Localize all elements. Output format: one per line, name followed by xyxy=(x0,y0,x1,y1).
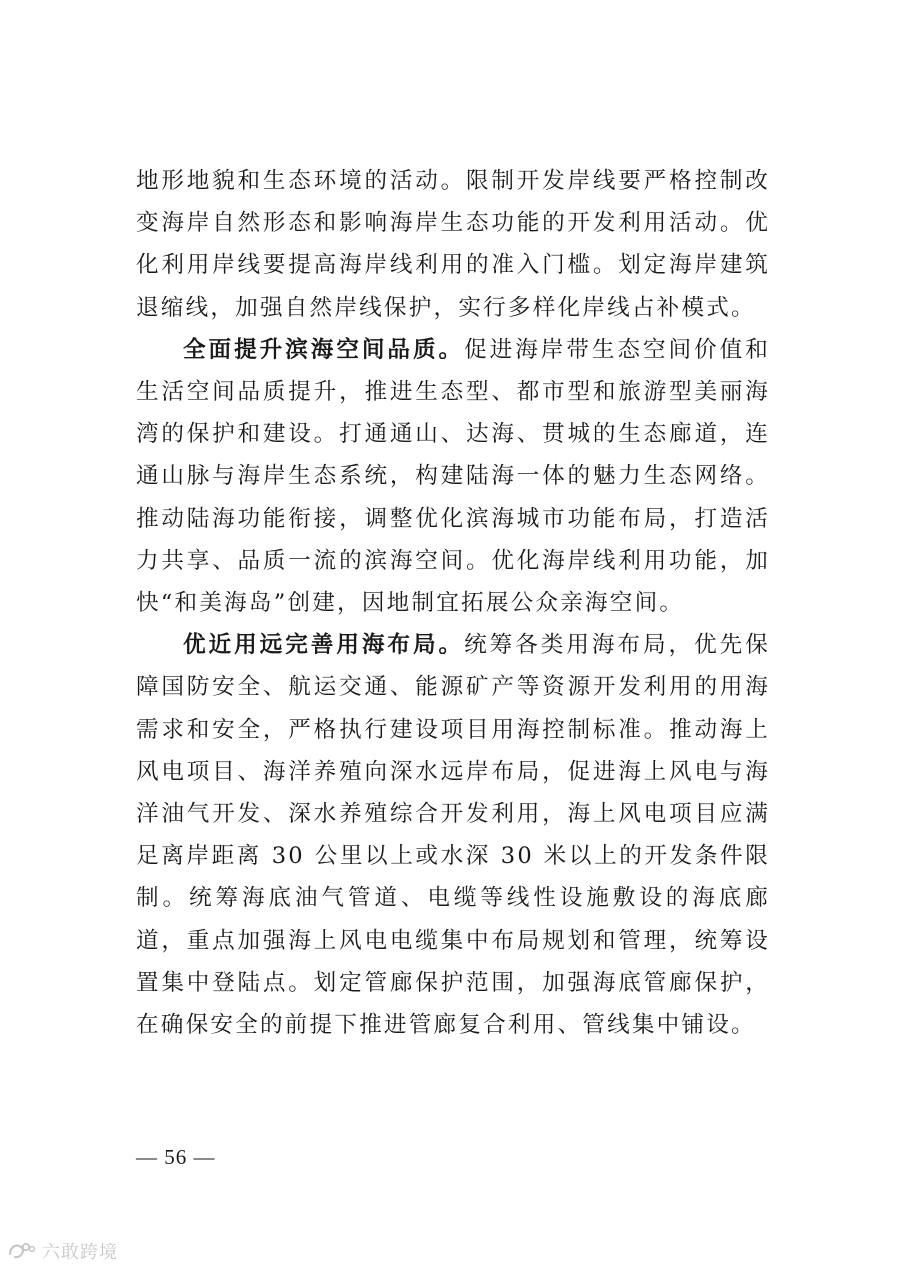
paragraph-1 xyxy=(136,160,770,329)
paragraph-3-heading: 优近用远完善用海布局。 xyxy=(183,632,465,659)
body-text xyxy=(136,160,770,1046)
paragraph-1-text: 地形地貌和生态环境的活动。限制开发岸线要严格控制改变海岸自然形态和影响海岸生态功能的开发利用活动。优化利用岸线要提高海岸线利用的准入门槛。划定海岸建筑退缩线，加强自然岸线保护，实行多样化岸线占补模式。 xyxy=(136,168,770,321)
paragraph-2-text: 促进海岸带生态空间价值和生活空间品质提升，推进生态型、都市型和旅游型美丽海湾的保护和建设。打通通山、达海、贯城的生态廊道，连通山脉与海岸生态系统，构建陆海一体的魅力生态网络。推动陆海功能衔接，调整优化滨海城市功能布局，打造活力共享、品质一流的滨海空间。优化海岸线利用功能，加快“和美海岛”创建，因地制宜拓展公众亲海空间。 xyxy=(136,336,771,617)
brand-logo-icon xyxy=(6,1240,36,1262)
watermark-text: 六敢跨境 xyxy=(42,1242,118,1263)
paragraph-3 xyxy=(136,624,770,1046)
paragraph-2 xyxy=(136,329,770,624)
paragraph-3-text: 统筹各类用海布局，优先保障国防安全、航运交通、能源矿产等资源开发利用的用海需求和安全，严格执行建设项目用海控制标准。推动海上风电项目、海洋养殖向深水远岸布局，促进海上风电与海洋油气开发、深水养殖综合开发利用，海上风电项目应满足离岸距离 30 公里以上或水深 30 米以上的开发条件限制。统筹海底油气管道、电缆等线性设施敷设的海底廊道，重点加强海上风电电缆集中布局规划和管理，统筹设置集中登陆点。划定管廊保护范围，加强海底管廊保护，在确保安全的前提下推进管廊复合利用、管线集中铺设。 xyxy=(136,632,771,1039)
page-number: — 56 — xyxy=(136,1145,216,1169)
watermark xyxy=(6,1238,118,1264)
paragraph-2-heading: 全面提升滨海空间品质。 xyxy=(183,336,465,363)
